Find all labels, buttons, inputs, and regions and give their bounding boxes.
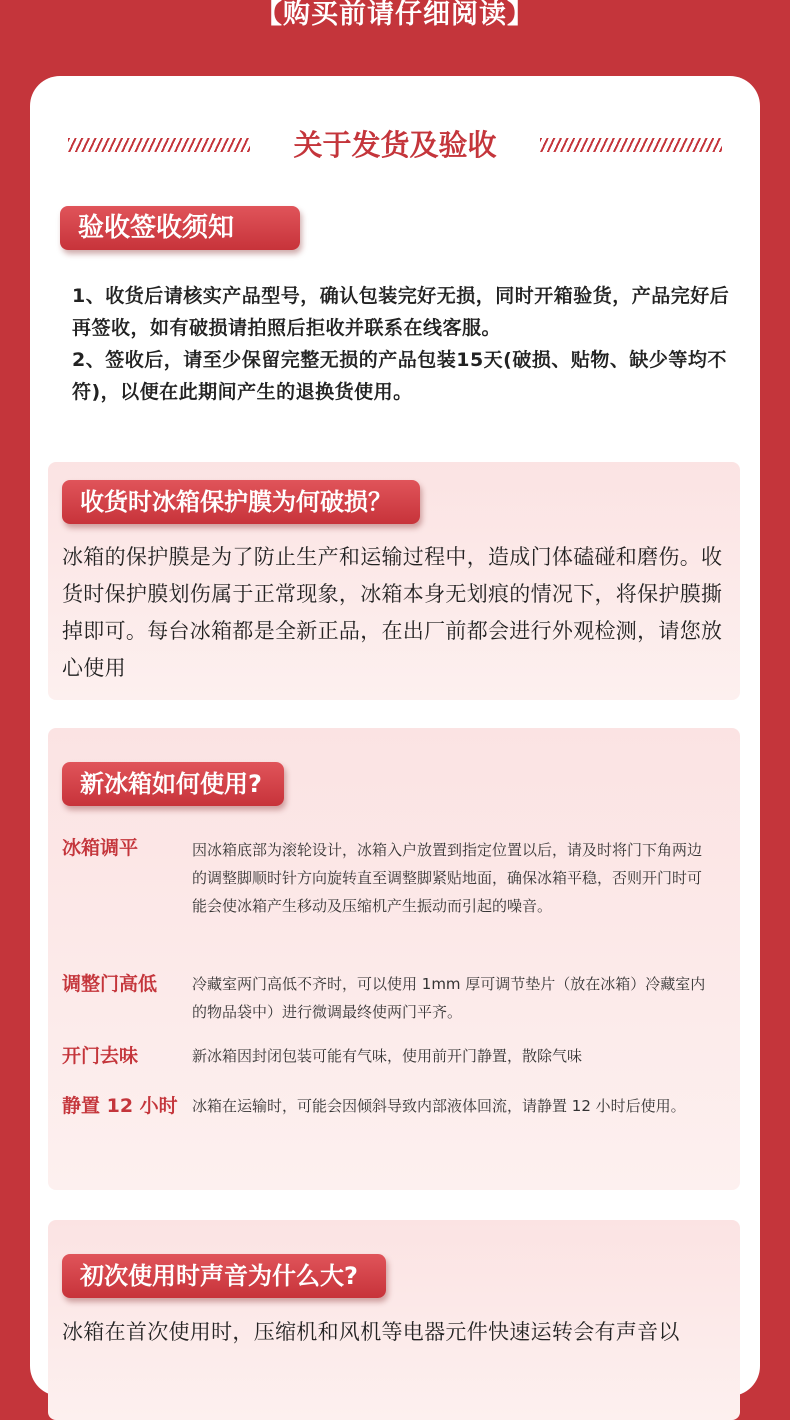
film-text: 冰箱的保护膜是为了防止生产和运输过程中，造成门体磕碰和磨伤。收货时保护膜划伤属于正常现象，冰箱本身无划痕的情况下，将保护膜撕掉即可。每台冰箱都是全新正品，在出厂前都会进行外观检测，请您放心使用 <box>62 545 723 680</box>
film-panel <box>48 462 740 700</box>
noise-text: 冰箱在首次使用时，压缩机和风机等电器元件快速运转会有声音以 <box>62 1320 680 1344</box>
usage-row-text: 冰箱在运输时，可能会因倾斜导致内部液体回流，请静置 12 小时后使用。 <box>192 1097 686 1115</box>
usage-pill: 新冰箱如何使用? <box>62 762 284 806</box>
usage-row-label: 冰箱调平 <box>62 837 139 859</box>
usage-row-label: 静置 12 小时 <box>62 1095 178 1117</box>
usage-row-text: 新冰箱因封闭包装可能有气味，使用前开门静置，散除气味 <box>192 1047 583 1065</box>
section-heading-row <box>30 126 760 166</box>
usage-row-label: 开门去味 <box>62 1045 139 1067</box>
usage-row-text: 因冰箱底部为滚轮设计，冰箱入户放置到指定位置以后，请及时将门下角两边的调整脚顺时针方向旋转直至调整脚紧贴地面，确保冰箱平稳，否则开门时可能会使冰箱产生移动及压缩机产生振动而引起的噪音。 <box>192 841 703 915</box>
info-card <box>30 76 760 1396</box>
acceptance-pill: 验收签收须知 <box>60 206 300 250</box>
banner-title: 【购买前请仔细阅读】 <box>255 0 535 30</box>
noise-panel <box>48 1220 740 1420</box>
film-pill: 收货时冰箱保护膜为何破损？ <box>62 480 420 524</box>
noise-pill: 初次使用时声音为什么大? <box>62 1254 386 1298</box>
acceptance-paragraph-2: 2、签收后，请至少保留完整无损的产品包装15天(破损、贴物、缺少等均不符)，以便在此期间产生的退换货使用。 <box>72 349 727 403</box>
right-hatch-decoration <box>540 138 722 152</box>
main-heading: 关于发货及验收 <box>293 128 497 162</box>
usage-row-text: 冷藏室两门高低不齐时，可以使用 1mm 厚可调节垫片（放在冰箱）冷藏室内的物品袋中）进行微调最终使两门平齐。 <box>192 975 706 1021</box>
acceptance-paragraph-1: 1、收货后请核实产品型号，确认包装完好无损，同时开箱验货，产品完好后再签收，如有破损请拍照后拒收并联系在线客服。 <box>72 285 730 339</box>
usage-panel <box>48 728 740 1190</box>
usage-row-label: 调整门高低 <box>62 973 158 995</box>
